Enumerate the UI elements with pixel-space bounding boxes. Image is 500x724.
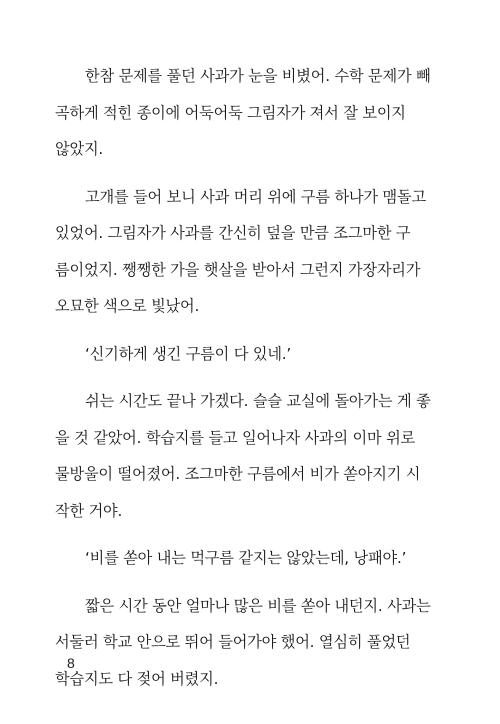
page-number: 8 [67, 655, 75, 671]
text-line: 쉬는 시간도 끝나 가겠다. 슬슬 교실에 돌아가는 게 좋 [85, 392, 431, 410]
paragraph-4 [55, 383, 434, 529]
paragraph-3-thought [70, 336, 434, 373]
text-line: ‘비를 쏟아 내는 먹구름 같지는 않았는데, 낭패야.’ [85, 549, 407, 567]
paragraph-1 [55, 58, 434, 168]
text-line: 학습지도 다 젖어 버렸지. [55, 669, 219, 688]
text-line: 짧은 시간 동안 얼마나 많은 비를 쏟아 내던지. 사과는 [85, 596, 431, 615]
text-line: 물방울이 떨어졌어. 조그마한 구름에서 비가 쏟아지기 시 [55, 465, 421, 483]
text-line: 작한 거야. [55, 501, 123, 520]
text-line: 고개를 들어 보니 사과 머리 위에 구름 하나가 맴돌고 [85, 187, 426, 206]
text-line: 있었어. 그림자가 사과를 간신히 덮을 만큼 조그마한 구 [55, 224, 411, 242]
story-text [55, 58, 434, 708]
paragraph-2 [55, 179, 434, 325]
text-line: 름이었지. 쨍쨍한 가을 햇살을 받아서 그런지 가장자리가 [55, 260, 421, 279]
text-line: 않았지. [55, 140, 104, 158]
paragraph-5-thought [70, 540, 434, 577]
text-line: 서둘러 학교 안으로 뛰어 들어가야 했어. 열심히 풀었던 [55, 633, 411, 651]
text-line: 곡하게 적힌 종이에 어둑어둑 그림자가 져서 잘 보이지 [55, 103, 406, 122]
text-line: 을 것 같았어. 학습지를 들고 일어나자 사과의 이마 위로 [55, 428, 416, 447]
text-line: 한참 문제를 풀던 사과가 눈을 비볐어. 수학 문제가 빼 [85, 67, 431, 85]
text-line: 오묘한 색으로 빛났어. [55, 297, 200, 315]
paragraph-6 [55, 588, 434, 698]
text-line: ‘신기하게 생긴 구름이 다 있네.’ [85, 344, 292, 363]
